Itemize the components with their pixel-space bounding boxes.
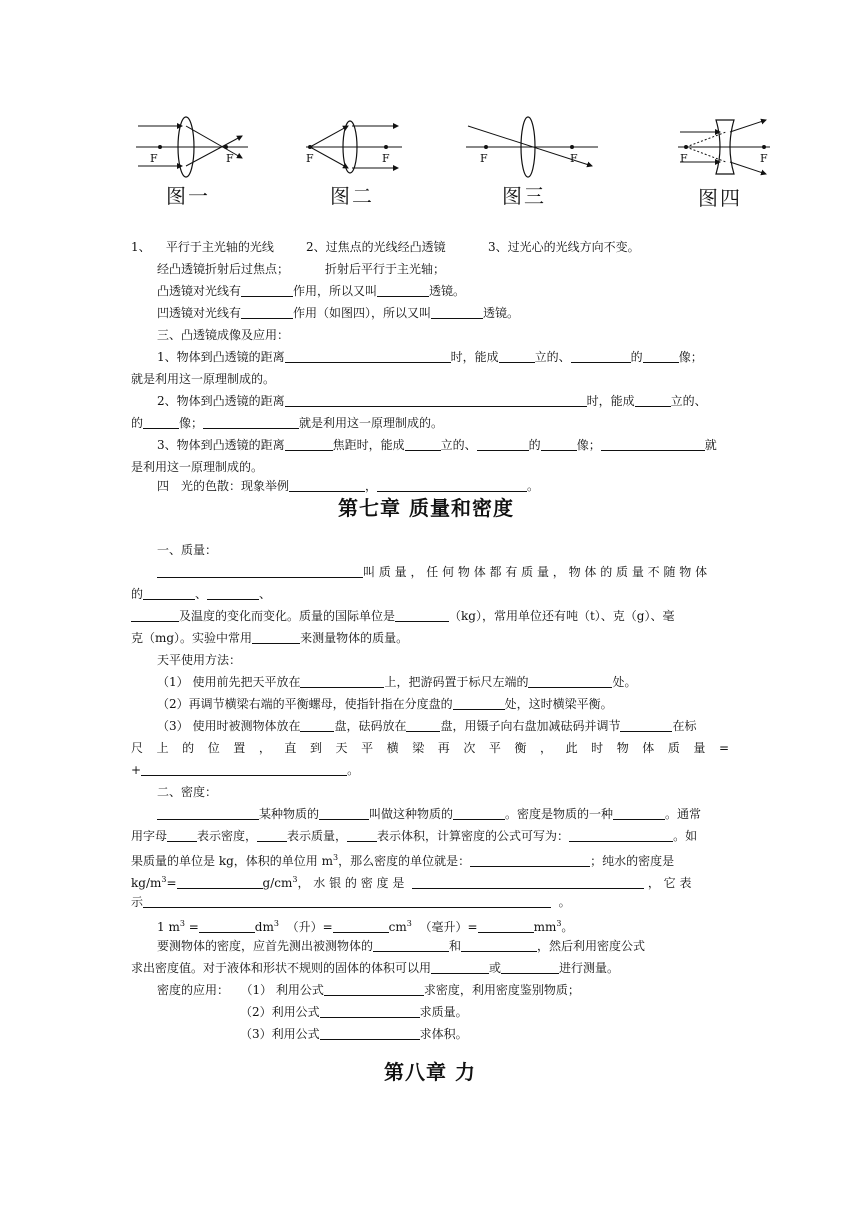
blank[interactable] bbox=[431, 306, 483, 319]
figure-1-convex-lens-diagram bbox=[134, 112, 250, 182]
blank[interactable] bbox=[203, 416, 299, 429]
blank[interactable] bbox=[300, 675, 384, 688]
focus-label: F bbox=[226, 152, 234, 165]
figure-3-convex-lens-diagram bbox=[464, 112, 600, 182]
measure-line-2: 求出密度值。对于液体和形状不规则的固体的体积可以用 或 进行测量。 bbox=[131, 961, 620, 975]
justified-char: 物 bbox=[616, 741, 629, 755]
justified-char: 的 bbox=[182, 741, 195, 755]
figure-2-caption: 图二 bbox=[330, 184, 374, 208]
blank[interactable] bbox=[241, 306, 293, 319]
application-line-1: 密度的应用： （1） 利用公式 求密度，利用密度鉴别物质； bbox=[157, 983, 580, 997]
imaging-rule-2-cont: 的 像； 就是利用这一原理制成的。 bbox=[131, 416, 444, 430]
blank[interactable] bbox=[177, 876, 263, 889]
density-line-2: 用字母 表示密度， 表示质量， 表示体积，计算密度的公式可写为： 。如 bbox=[131, 829, 698, 843]
application-line-2: （2）利用公式 求质量。 bbox=[240, 1005, 468, 1019]
balance-step-3: （3） 使用时被测物体放在 盘，砝码放在 盘，用镊子向右盘加减砝码并调节 在标 bbox=[157, 719, 697, 733]
density-line-1: 某种物质的 叫做这种物质的 。密度是物质的一种 。通常 bbox=[157, 806, 701, 822]
blank[interactable] bbox=[320, 1005, 420, 1018]
application-line-3: （3）利用公式 求体积。 bbox=[240, 1027, 468, 1041]
blank[interactable] bbox=[252, 631, 300, 644]
blank[interactable] bbox=[620, 719, 672, 732]
justified-char: = bbox=[718, 741, 729, 755]
density-line-4: $kg/m^3= g/cm^3$， 水 银 的 密 度 是 ， 它 表 bbox=[131, 875, 692, 890]
balance-heading: 天平使用方法： bbox=[157, 653, 242, 667]
figure-4-caption: 图四 bbox=[698, 186, 742, 210]
focus-label: F bbox=[306, 152, 314, 165]
blank[interactable] bbox=[199, 920, 255, 933]
blank[interactable] bbox=[207, 587, 259, 600]
justified-char: 质 bbox=[667, 741, 680, 755]
justified-char: 尺 bbox=[131, 741, 144, 755]
blank[interactable] bbox=[405, 438, 441, 451]
blank[interactable] bbox=[289, 479, 365, 492]
blank[interactable] bbox=[143, 587, 195, 600]
density-line-3: 果质量的单位是 kg，体积的单位用 $m^3$，那么密度的单位就是： ；纯水的密度是 bbox=[131, 853, 675, 868]
blank[interactable] bbox=[300, 719, 334, 732]
blank[interactable] bbox=[395, 609, 449, 622]
blank[interactable] bbox=[613, 807, 665, 820]
imaging-rule-2: 2、物体到凸透镜的距离 时，能成 立的、 bbox=[157, 394, 707, 408]
figure-4-concave-lens-diagram bbox=[676, 112, 772, 182]
justified-char: 时 bbox=[591, 741, 604, 755]
density-line-5: 示 。 bbox=[131, 895, 571, 909]
blank[interactable] bbox=[285, 394, 587, 407]
figure-2-convex-lens-diagram bbox=[304, 112, 404, 182]
imaging-rule-3-cont: 是利用这一原理制成的。 bbox=[131, 460, 264, 474]
figure-3-caption: 图三 bbox=[502, 184, 546, 208]
blank[interactable] bbox=[347, 829, 377, 842]
blank[interactable] bbox=[285, 438, 333, 451]
focus-label: F bbox=[760, 152, 768, 165]
density-heading: 二、密度： bbox=[157, 785, 218, 799]
blank[interactable] bbox=[431, 961, 489, 974]
justified-char: 体 bbox=[642, 741, 655, 755]
focus-label: F bbox=[480, 152, 488, 165]
blank[interactable] bbox=[241, 284, 293, 297]
justified-char: 置 bbox=[233, 741, 246, 755]
blank[interactable] bbox=[499, 350, 535, 363]
justified-char: 直 bbox=[284, 741, 297, 755]
justified-char: 量 bbox=[693, 741, 706, 755]
blank[interactable] bbox=[453, 697, 505, 710]
justified-char: 平 bbox=[488, 741, 501, 755]
blank[interactable] bbox=[167, 829, 197, 842]
blank[interactable] bbox=[528, 675, 612, 688]
blank[interactable] bbox=[571, 350, 631, 363]
justified-char: 天 bbox=[335, 741, 348, 755]
blank[interactable] bbox=[643, 350, 679, 363]
blank[interactable] bbox=[143, 895, 551, 908]
blank[interactable] bbox=[319, 807, 369, 820]
blank[interactable] bbox=[461, 939, 537, 952]
dispersion-line: 四 光的色散：现象举例 ， 。 bbox=[157, 479, 540, 493]
chapter-8-title: 第八章 力 bbox=[384, 1060, 476, 1084]
mass-line-3: 及温度的变化而变化。质量的国际单位是 （kg），常用单位还有吨（t）、克（g）、毫 bbox=[131, 608, 674, 624]
rule-3: 3、过光心的光线方向不变。 bbox=[488, 240, 640, 254]
blank[interactable] bbox=[601, 438, 705, 451]
section-heading-imaging: 三、凸透镜成像及应用： bbox=[157, 328, 290, 342]
balance-step-2: （2）再调节横梁右端的平衡螺母，使指针指在分度盘的 处，这时横梁平衡。 bbox=[157, 697, 613, 711]
justified-char: ， bbox=[540, 741, 553, 755]
balance-step-3-cont bbox=[131, 740, 729, 756]
mass-line-4: 克（mg）。实验中常用 来测量物体的质量。 bbox=[131, 631, 409, 645]
balance-step-1: （1） 使用前先把天平放在 上，把游码置于标尺左端的 处。 bbox=[157, 675, 637, 689]
concave-lens-fill-line: 凹透镜对光线有 作用（如图四），所以又叫 透镜。 bbox=[157, 306, 520, 320]
chapter-7-title: 第七章 质量和密度 bbox=[338, 496, 514, 520]
blank[interactable] bbox=[324, 983, 424, 996]
blank[interactable] bbox=[377, 479, 527, 492]
blank[interactable] bbox=[501, 961, 559, 974]
mass-line-1: 叫 质 量 ， 任 何 物 体 都 有 质 量 ， 物 体 的 质 量 不 随 物 体 bbox=[157, 564, 730, 580]
blank[interactable] bbox=[333, 920, 389, 933]
blank[interactable] bbox=[412, 876, 644, 889]
justified-char: 到 bbox=[309, 741, 322, 755]
blank[interactable] bbox=[377, 284, 429, 297]
blank[interactable] bbox=[477, 438, 529, 451]
blank[interactable] bbox=[143, 416, 179, 429]
blank[interactable] bbox=[406, 719, 440, 732]
rule-2: 2、过焦点的光线经凸透镜 bbox=[306, 240, 446, 254]
blank[interactable] bbox=[131, 609, 179, 622]
blank[interactable] bbox=[157, 565, 363, 578]
justified-char: 再 bbox=[437, 741, 450, 755]
rule-1: 1、 平行于主光轴的光线 bbox=[131, 240, 274, 254]
blank[interactable] bbox=[541, 438, 577, 451]
imaging-rule-1: 1、物体到凸透镜的距离 时，能成 立的、 的 像； bbox=[157, 350, 703, 364]
justified-char: 上 bbox=[156, 741, 169, 755]
blank[interactable] bbox=[478, 920, 534, 933]
focus-label: F bbox=[382, 152, 390, 165]
focus-label: F bbox=[680, 152, 688, 165]
unit-conversion-line: 1 $m^3 = dm^3$ （升）= $cm^3$ （毫升）= $mm^3$。 bbox=[157, 919, 574, 934]
rule-2-cont: 折射后平行于主光轴； bbox=[325, 262, 446, 276]
justified-char: ， bbox=[258, 741, 271, 755]
balance-step-3-result: + 。 bbox=[131, 763, 360, 777]
focus-label: F bbox=[570, 152, 578, 165]
rule-1-cont: 经凸透镜折射后过焦点； bbox=[157, 262, 290, 276]
justified-char: 横 bbox=[386, 741, 399, 755]
justified-char: 此 bbox=[565, 741, 578, 755]
blank[interactable] bbox=[141, 763, 347, 776]
blank[interactable] bbox=[569, 829, 673, 842]
mass-heading: 一、质量： bbox=[157, 543, 218, 557]
convex-lens-fill-line: 凸透镜对光线有 作用，所以又叫 透镜。 bbox=[157, 284, 466, 298]
blank[interactable] bbox=[320, 1027, 420, 1040]
justified-char: 衡 bbox=[514, 741, 527, 755]
blank[interactable] bbox=[157, 807, 259, 820]
justified-char: 次 bbox=[463, 741, 476, 755]
justified-char: 位 bbox=[207, 741, 220, 755]
blank[interactable] bbox=[373, 939, 449, 952]
blank[interactable] bbox=[453, 807, 505, 820]
justified-char: 平 bbox=[361, 741, 374, 755]
measure-line-1: 要测物体的密度，应首先测出被测物体的 和 ，然后利用密度公式 bbox=[157, 939, 646, 953]
blank[interactable] bbox=[257, 829, 287, 842]
blank[interactable] bbox=[470, 854, 590, 867]
blank[interactable] bbox=[285, 350, 451, 363]
justified-char: 梁 bbox=[412, 741, 425, 755]
imaging-rule-1-cont: 就是利用这一原理制成的。 bbox=[131, 372, 276, 386]
focus-label: F bbox=[150, 152, 158, 165]
imaging-rule-3: 3、物体到凸透镜的距离 焦距时，能成 立的、 的 像； 就 bbox=[157, 438, 717, 452]
blank[interactable] bbox=[635, 394, 671, 407]
mass-line-2: 的 、 、 bbox=[131, 587, 272, 601]
figure-1-caption: 图一 bbox=[166, 184, 210, 208]
